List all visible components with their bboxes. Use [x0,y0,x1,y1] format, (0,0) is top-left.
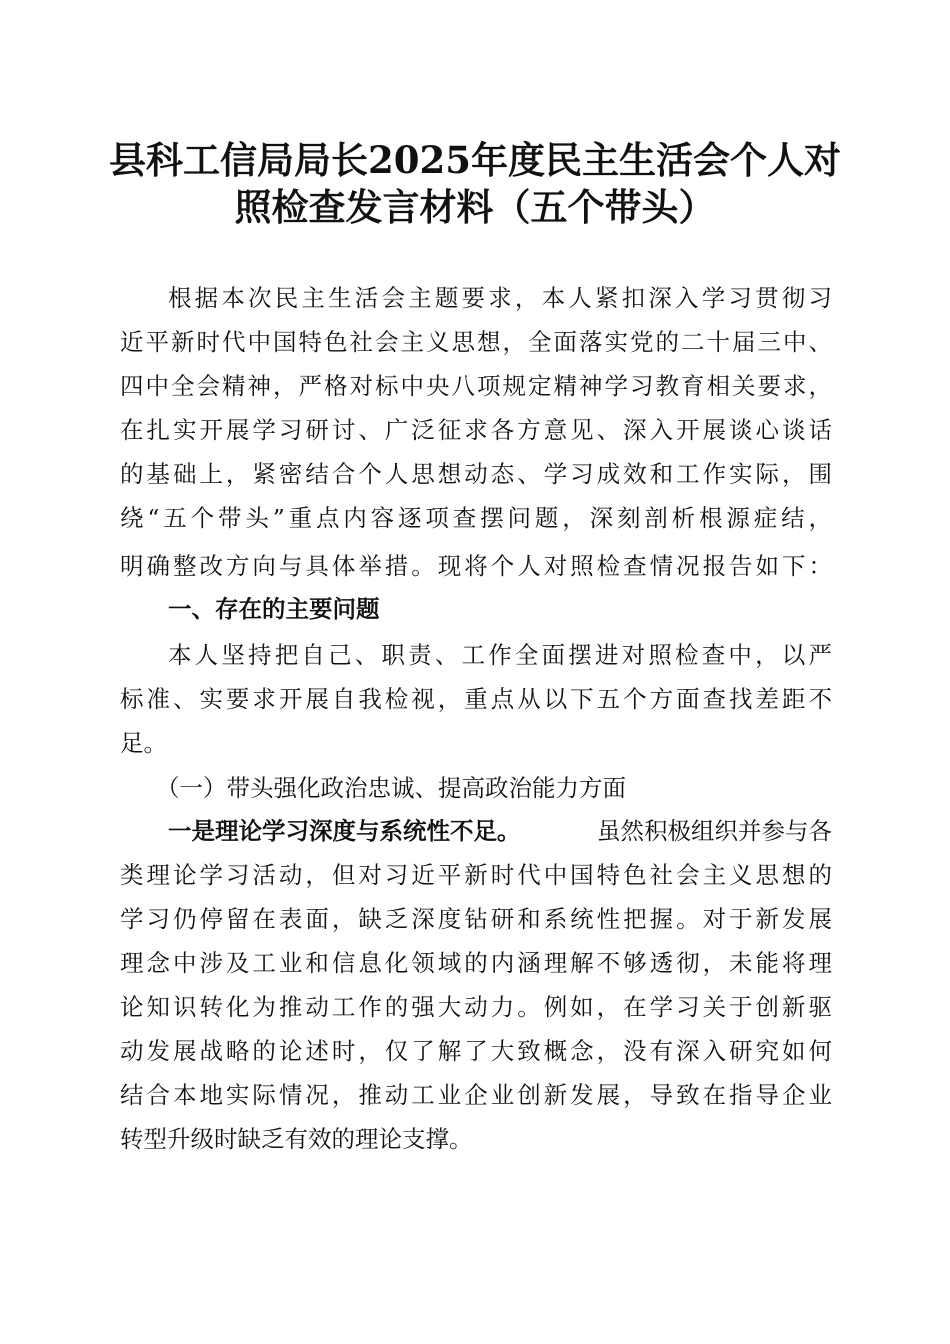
text-line: 转型升级时缺乏有效的理论支撑。 [120,1125,473,1153]
text-line: 标准、实要求开展自我检视，重点从以下五个方面查找差距不 [120,685,832,713]
text-line: 四中全会精神，严格对标中央八项规定精神学习教育相关要求， [120,372,832,400]
text-line: 理念中涉及工业和信息化领域的内涵理解不够透彻，未能将理 [120,949,832,977]
title-line-1: 县科工信局局长2025年度民主生活会个人对 [109,138,841,182]
text-line: 足。 [120,729,167,757]
text-line: 绕“五个带头”重点内容逐项查摆问题，深刻剖析根源症结， [120,504,832,532]
text-line: 近平新时代中国特色社会主义思想，全面落实党的二十届三中、 [120,328,832,356]
subsection-heading: （一）带头强化政治忠诚、提高政治能力方面 [156,774,626,802]
text-line: 根据本次民主生活会主题要求，本人紧扣深入学习贯彻习 [168,284,832,312]
text-line: 在扎实开展学习研讨、广泛征求各方意见、深入开展谈心谈话 [120,416,832,444]
text-line: 明确整改方向与具体举措。现将个人对照检查情况报告如下： [120,552,832,580]
text-line: 学习仍停留在表面，缺乏深度钻研和系统性把握。对于新发展 [120,905,832,933]
text-line: 类理论学习活动，但对习近平新时代中国特色社会主义思想的 [120,861,832,889]
text-line: 论知识转化为推动工作的强大动力。例如，在学习关于创新驱 [120,993,832,1021]
point-lead: 一是理论学习深度与系统性不足。 [168,817,521,845]
point-lead-rest: 虽然积极组织并参与各 [597,817,832,845]
text-line [168,816,832,846]
title-line-2: 照检查发言材料（五个带头） [234,185,716,229]
text-line: 结合本地实际情况，推动工业企业创新发展，导致在指导企业 [120,1081,832,1109]
section-heading: 一、存在的主要问题 [168,595,380,623]
text-line: 本人坚持把自己、职责、工作全面摆进对照检查中，以严 [168,641,832,669]
text-line: 动发展战略的论述时，仅了解了大致概念，没有深入研究如何 [120,1037,832,1065]
text-line: 的基础上，紧密结合个人思想动态、学习成效和工作实际，围 [120,460,832,488]
